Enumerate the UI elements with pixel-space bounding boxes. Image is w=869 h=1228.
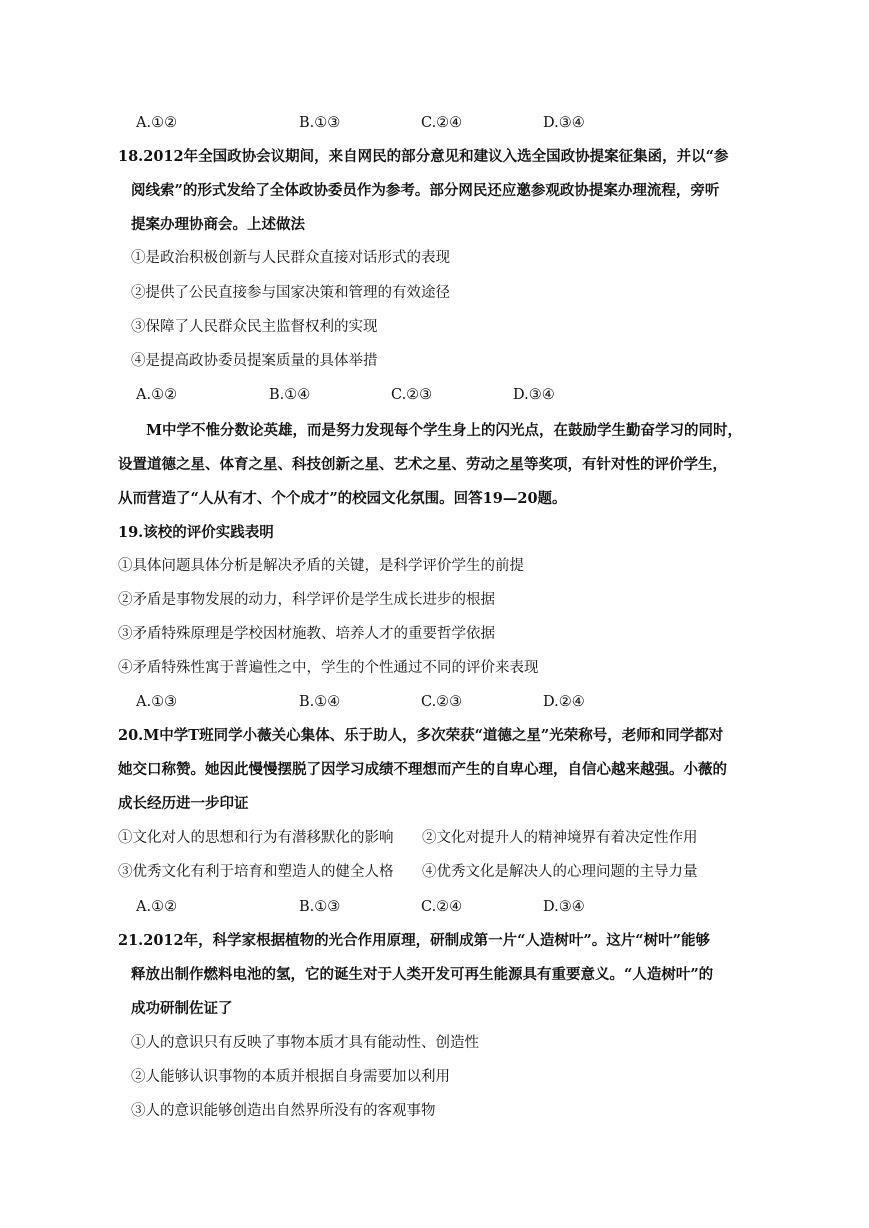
q19-option-1: ①具体问题具体分析是解决矛盾的关键，是科学评价学生的前提 bbox=[118, 558, 524, 574]
q18-choice-b: B.①④ bbox=[269, 387, 311, 403]
q19-choice-a: A.①③ bbox=[136, 694, 178, 710]
q17-choice-b: B.①③ bbox=[299, 115, 341, 131]
q20-choice-a: A.①② bbox=[136, 899, 178, 915]
q18-stem-line-3: 提案办理协商会。上述做法 bbox=[131, 216, 305, 233]
q21-stem-line-2: 释放出制作燃料电池的氢，它的诞生对于人类开发可再生能源具有重要意义。“人造树叶”的 bbox=[131, 966, 714, 983]
q17-choice-c: C.②④ bbox=[421, 115, 463, 131]
q20-option-1: ①文化对人的思想和行为有潜移默化的影响 bbox=[118, 830, 394, 846]
passage-line-2: 设置道德之星、体育之星、科技创新之星、艺术之星、劳动之星等奖项，有针对性的评价学生， bbox=[118, 456, 727, 473]
q18-option-1: ①是政治积极创新与人民群众直接对话形式的表现 bbox=[131, 250, 450, 266]
passage-line-3: 从而营造了“人从有才、个个成才”的校园文化氛围。回答19—20题。 bbox=[118, 490, 567, 507]
q20-stem-line-1: 20.M中学T班同学小薇关心集体、乐于助人，多次荣获“道德之星”光荣称号，老师和同学都对 bbox=[118, 727, 724, 744]
q21-stem-line-3: 成功研制佐证了 bbox=[131, 1000, 233, 1017]
q18-option-2: ②提供了公民直接参与国家决策和管理的有效途径 bbox=[131, 285, 450, 301]
q20-option-2: ②文化对提升人的精神境界有着决定性作用 bbox=[422, 830, 698, 846]
q17-choice-a: A.①② bbox=[136, 115, 178, 131]
q19-choice-d: D.②④ bbox=[543, 694, 585, 710]
q19-stem: 19.该校的评价实践表明 bbox=[118, 524, 274, 541]
q19-option-2: ②矛盾是事物发展的动力，科学评价是学生成长进步的根据 bbox=[118, 592, 495, 608]
q21-option-2: ②人能够认识事物的本质并根据自身需要加以利用 bbox=[131, 1069, 450, 1085]
q18-stem-line-1: 18.2012年全国政协会议期间，来自网民的部分意见和建议入选全国政协提案征集函，并以“参 bbox=[118, 148, 729, 165]
q21-option-3: ③人的意识能够创造出自然界所没有的客观事物 bbox=[131, 1103, 436, 1119]
passage-line-1: M中学不惟分数论英雄，而是努力发现每个学生身上的闪光点，在鼓励学生勤奋学习的同时， bbox=[146, 422, 743, 439]
q19-choice-c: C.②③ bbox=[421, 694, 463, 710]
q18-choice-a: A.①② bbox=[136, 387, 178, 403]
q18-choice-c: C.②③ bbox=[391, 387, 433, 403]
q18-stem-line-2: 阅线索”的形式发给了全体政协委员作为参考。部分网民还应邀参观政协提案办理流程，旁听 bbox=[131, 182, 720, 199]
q18-choice-d: D.③④ bbox=[513, 387, 555, 403]
q20-choices bbox=[131, 897, 691, 917]
q20-options-row-1 bbox=[118, 828, 718, 848]
q20-options-row-2 bbox=[118, 862, 718, 882]
q19-choice-b: B.①④ bbox=[299, 694, 341, 710]
q20-stem-line-2: 她交口称赞。她因此慢慢摆脱了因学习成绩不理想而产生的自卑心理，自信心越来越强。小薇的 bbox=[118, 761, 727, 778]
q20-stem-line-3: 成长经历进一步印证 bbox=[118, 795, 249, 812]
q17-choice-d: D.③④ bbox=[543, 115, 585, 131]
q21-option-1: ①人的意识只有反映了事物本质才具有能动性、创造性 bbox=[131, 1035, 479, 1051]
q18-choices bbox=[131, 385, 691, 405]
q20-choice-d: D.③④ bbox=[543, 899, 585, 915]
q20-option-3: ③优秀文化有利于培育和塑造人的健全人格 bbox=[118, 864, 394, 880]
q19-choices bbox=[131, 692, 691, 712]
q18-option-4: ④是提高政协委员提案质量的具体举措 bbox=[131, 353, 378, 369]
q17-choices bbox=[131, 113, 691, 133]
q18-option-3: ③保障了人民群众民主监督权利的实现 bbox=[131, 319, 378, 335]
q19-option-3: ③矛盾特殊原理是学校因材施教、培养人才的重要哲学依据 bbox=[118, 626, 495, 642]
q20-choice-b: B.①③ bbox=[299, 899, 341, 915]
q21-stem-line-1: 21.2012年，科学家根据植物的光合作用原理，研制成第一片“人造树叶”。这片“树叶”能够 bbox=[118, 932, 710, 949]
q20-choice-c: C.②④ bbox=[421, 899, 463, 915]
q20-option-4: ④优秀文化是解决人的心理问题的主导力量 bbox=[422, 864, 698, 880]
q19-option-4: ④矛盾特殊性寓于普遍性之中，学生的个性通过不同的评价来表现 bbox=[118, 660, 539, 676]
